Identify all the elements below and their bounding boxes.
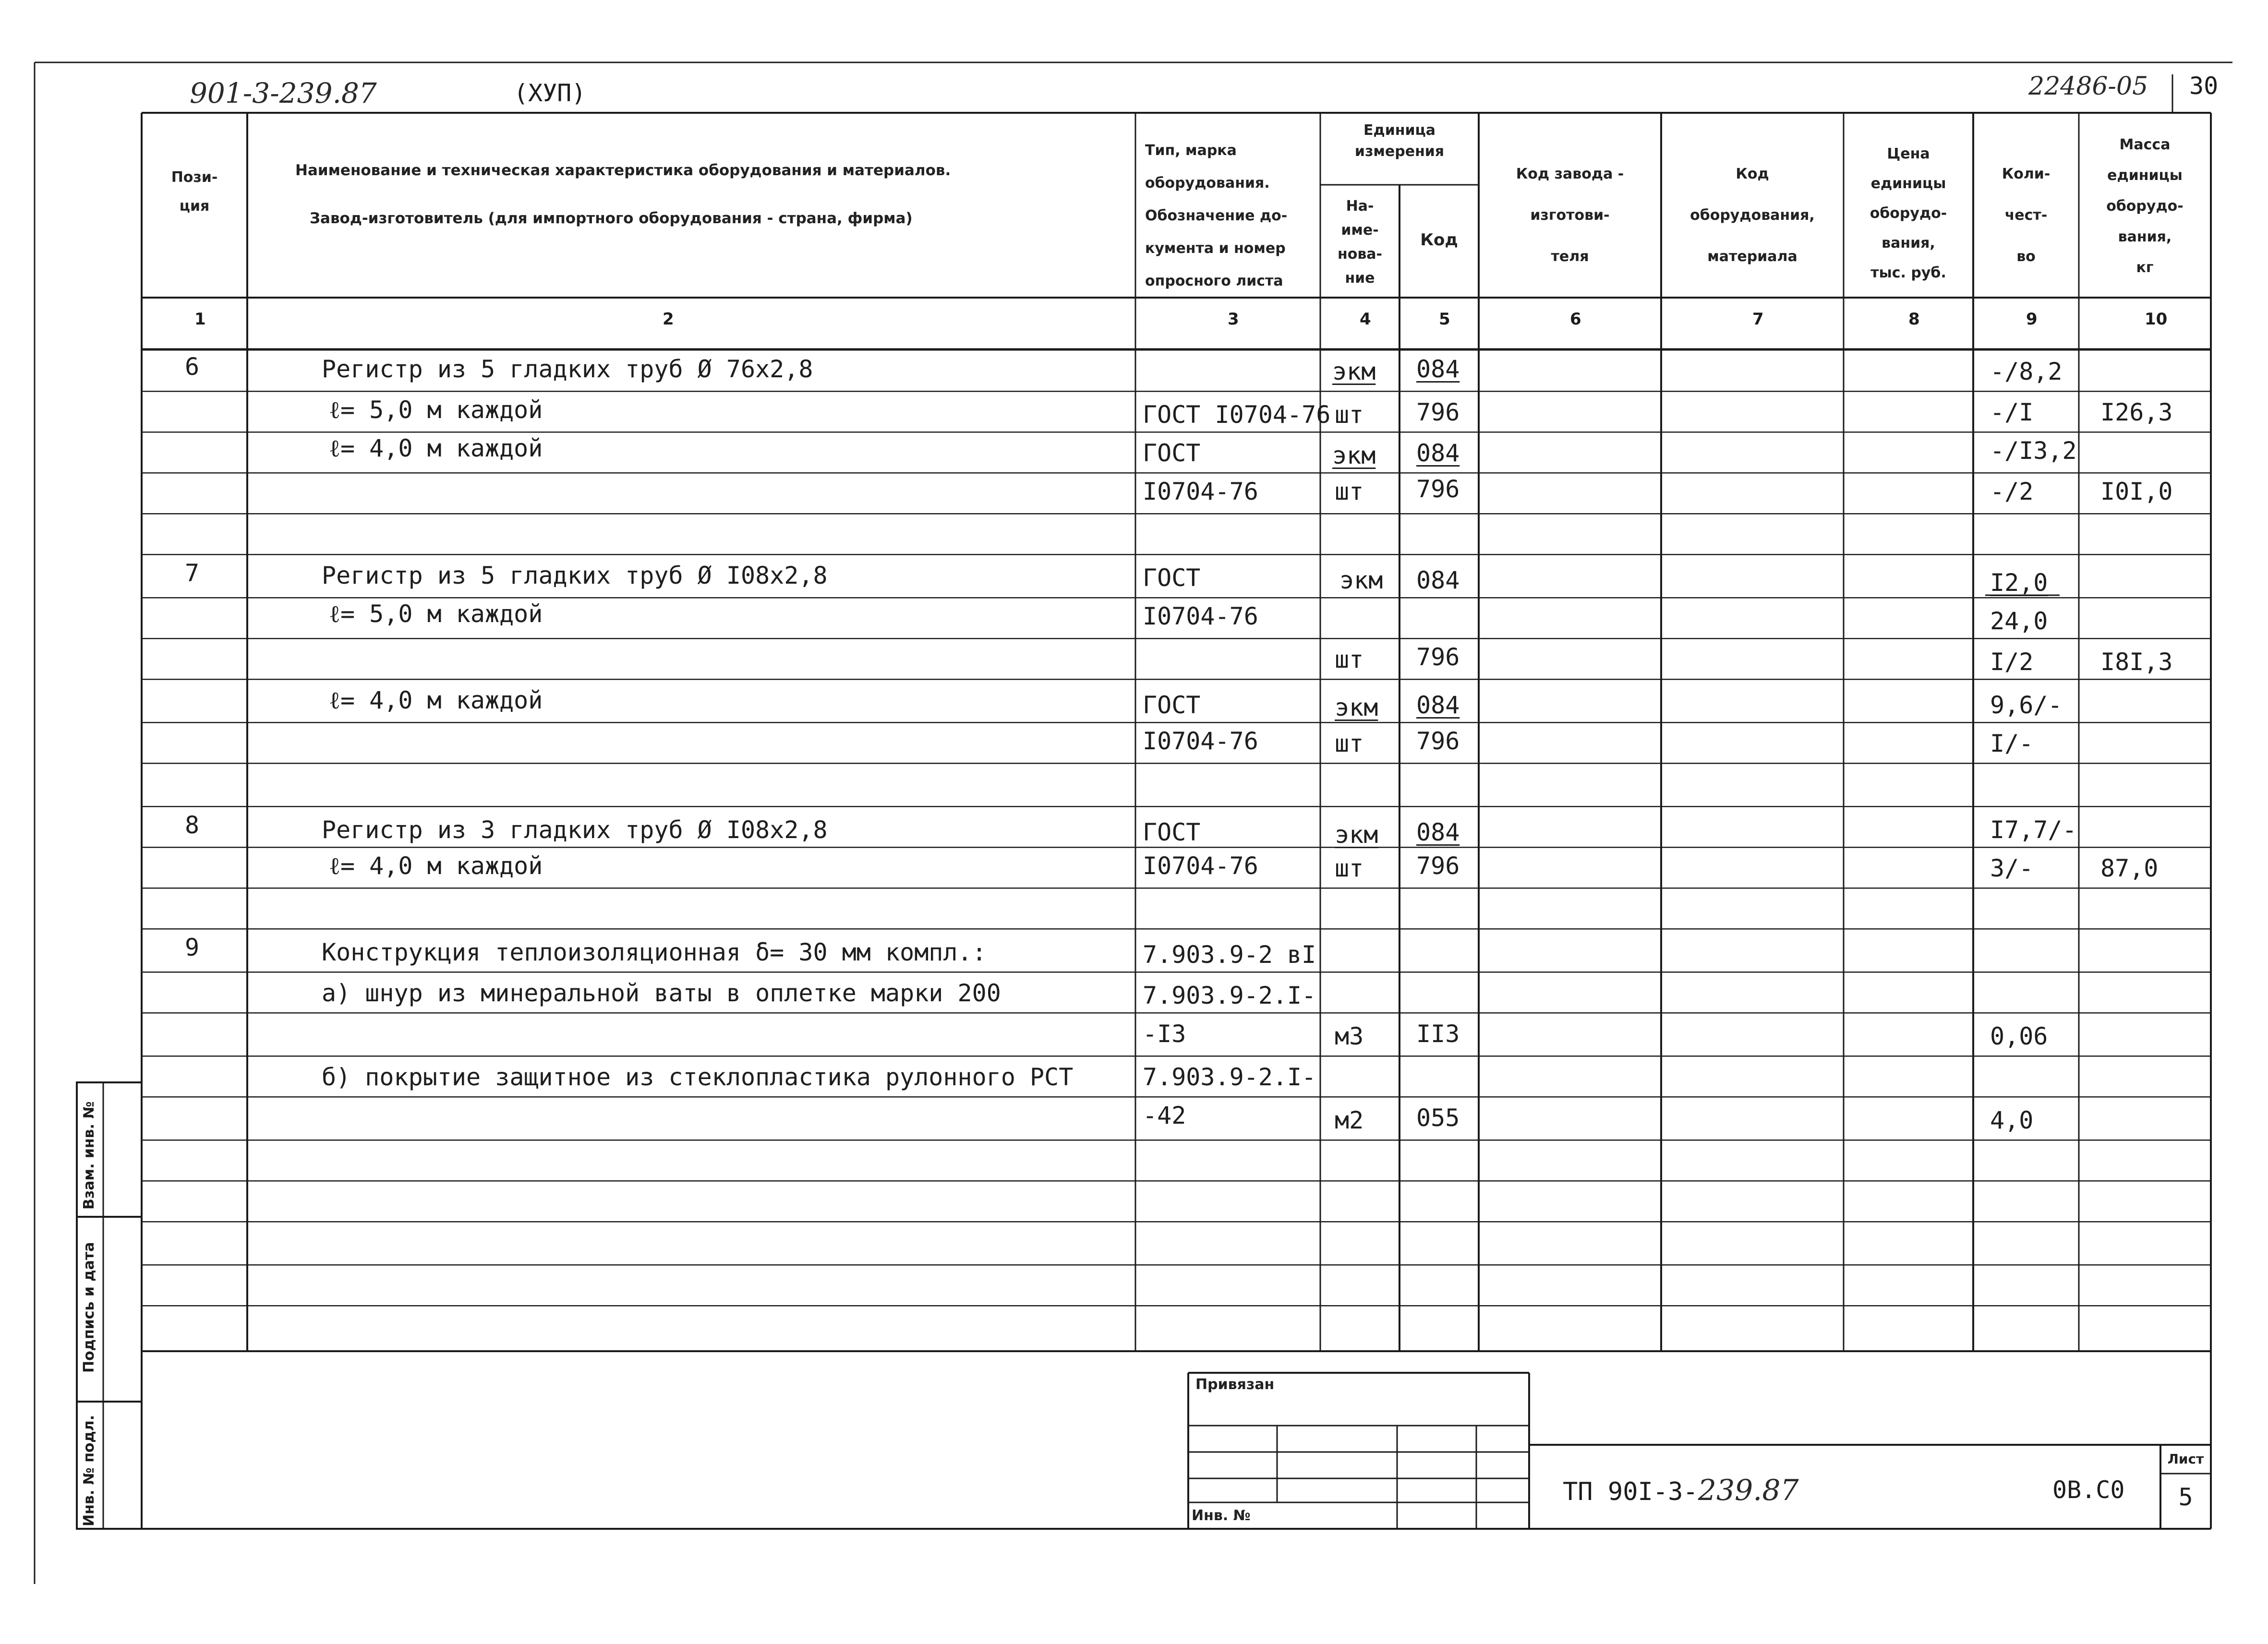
header-name-line2: Завод-изготовитель (для импортного оборудования - страна, фирма) bbox=[310, 210, 913, 227]
stamp-list-label: Лист bbox=[2167, 1451, 2204, 1467]
row-unit: шт bbox=[1335, 478, 1364, 505]
row-code: 084 bbox=[1416, 818, 1460, 846]
page-mark: 30 bbox=[2189, 72, 2219, 100]
row-document: -I3 bbox=[1143, 1020, 1186, 1048]
side-label-inv: Инв. № подл. bbox=[81, 1415, 97, 1526]
row-name: а) шнур из минеральной ваты в оплетке марки 200 bbox=[322, 979, 1001, 1007]
row-name: Регистр из 5 гладких труб Ø 76x2,8 bbox=[322, 355, 813, 383]
row-unit: шт bbox=[1335, 401, 1364, 429]
row-name: б) покрытие защитное из стеклопластика рулонного РСТ bbox=[322, 1063, 1074, 1091]
row-quantity: I2,0 bbox=[1990, 569, 2048, 597]
row-unit: шт bbox=[1335, 730, 1364, 757]
header-factory-code: Код завода - изготови- теля bbox=[1516, 166, 1624, 265]
row-position: 9 bbox=[185, 934, 200, 961]
stamp-tp-handwritten: 239.87 bbox=[1698, 1474, 1799, 1507]
row-name: Регистр из 3 гладких труб Ø I08x2,8 bbox=[322, 816, 828, 844]
stamp-sheet-code: 0В.С0 bbox=[2052, 1476, 2125, 1504]
row-quantity: -/2 bbox=[1990, 478, 2034, 505]
header-quantity: Коли- чест- во bbox=[2002, 166, 2051, 265]
header-name-line1: Наименование и техническая характеристика оборудования и материалов. bbox=[295, 162, 951, 179]
row-document: ГОСТ bbox=[1143, 818, 1201, 846]
row-document: I0704-76 bbox=[1143, 852, 1258, 880]
row-document: 7.903.9-2.I- bbox=[1143, 1063, 1316, 1091]
row-name: ℓ= 5,0 м каждой bbox=[329, 600, 543, 628]
row-code: 084 bbox=[1416, 355, 1460, 383]
row-quantity: 4,0 bbox=[1990, 1106, 2034, 1134]
row-document: 7.903.9-2 вI bbox=[1143, 941, 1316, 969]
row-unit: экм bbox=[1339, 566, 1383, 594]
row-quantity: I/2 bbox=[1990, 648, 2034, 676]
row-unit: экм bbox=[1335, 694, 1378, 721]
row-quantity: -/8,2 bbox=[1990, 358, 2063, 385]
row-quantity: 3/- bbox=[1990, 854, 2034, 882]
row-unit: шт bbox=[1335, 854, 1364, 882]
row-code: 796 bbox=[1416, 398, 1460, 426]
row-name: ℓ= 4,0 м каждой bbox=[329, 852, 543, 880]
row-document: I0704-76 bbox=[1143, 478, 1258, 505]
row-document: ГОСТ bbox=[1143, 439, 1201, 467]
row-code: 084 bbox=[1416, 566, 1460, 594]
row-mass: 87,0 bbox=[2100, 854, 2159, 882]
row-document: I0704-76 bbox=[1143, 602, 1258, 630]
row-document: I0704-76 bbox=[1143, 727, 1258, 755]
row-code: 084 bbox=[1416, 439, 1460, 467]
row-code: 796 bbox=[1416, 727, 1460, 755]
row-name: ℓ= 4,0 м каждой bbox=[329, 686, 543, 714]
row-quantity: I7,7/- bbox=[1990, 816, 2077, 844]
row-unit: м3 bbox=[1335, 1022, 1364, 1050]
row-position: 6 bbox=[185, 353, 200, 381]
row-position: 8 bbox=[185, 811, 200, 839]
row-name: ℓ= 4,0 м каждой bbox=[329, 434, 543, 462]
header-position: Пози- ция bbox=[171, 169, 218, 215]
row-quantity: I/- bbox=[1990, 730, 2034, 757]
row-quantity: 24,0 bbox=[1990, 607, 2048, 635]
stamp-list-number: 5 bbox=[2178, 1483, 2193, 1511]
row-quantity: -/I bbox=[1990, 398, 2034, 426]
row-document: ГОСТ I0704-76 bbox=[1143, 401, 1331, 429]
row-unit: шт bbox=[1335, 646, 1364, 673]
row-mass: I8I,3 bbox=[2100, 648, 2173, 676]
header-unit-group: Единица измерения bbox=[1354, 122, 1445, 160]
row-code: II3 bbox=[1416, 1020, 1460, 1048]
row-name: Регистр из 5 гладких труб Ø I08x2,8 bbox=[322, 562, 828, 589]
row-document: -42 bbox=[1143, 1102, 1186, 1129]
row-document: 7.903.9-2.I- bbox=[1143, 982, 1316, 1009]
stamp-privyazan: Привязан bbox=[1195, 1376, 1275, 1393]
doc-code-handwritten: 901-3-239.87 bbox=[190, 77, 377, 109]
stamp-tp-prefix: ТП 90I-3- bbox=[1563, 1477, 1698, 1506]
row-unit: м2 bbox=[1335, 1106, 1364, 1134]
row-code: 796 bbox=[1416, 852, 1460, 880]
row-position: 7 bbox=[185, 559, 200, 587]
header-price: Цена единицы оборудо- вания, тыс. руб. bbox=[1870, 145, 1947, 281]
stamp-tp-code bbox=[1563, 1474, 1799, 1507]
row-quantity: 0,06 bbox=[1990, 1022, 2048, 1050]
header-unit-code: Код bbox=[1420, 230, 1458, 250]
stamp-inv-no: Инв. № bbox=[1192, 1507, 1251, 1524]
row-mass: I26,3 bbox=[2100, 398, 2173, 426]
row-code: 084 bbox=[1416, 691, 1460, 719]
row-document: ГОСТ bbox=[1143, 564, 1201, 592]
row-mass: I0I,0 bbox=[2100, 478, 2173, 505]
header-unit-name: На- име- нова- ние bbox=[1337, 198, 1383, 287]
row-code: 796 bbox=[1416, 643, 1460, 671]
side-label-vzam: Взам. инв. № bbox=[81, 1101, 97, 1210]
row-code: 796 bbox=[1416, 475, 1460, 503]
row-unit: экм bbox=[1332, 442, 1376, 469]
archive-code: 22486-05 bbox=[2028, 72, 2148, 101]
row-unit: экм bbox=[1332, 358, 1376, 385]
header-mass: Масса единицы оборудо- вания, кг bbox=[2106, 136, 2184, 276]
row-quantity: 9,6/- bbox=[1990, 691, 2063, 719]
row-name: ℓ= 5,0 м каждой bbox=[329, 396, 543, 424]
part-label: (XУП) bbox=[514, 79, 586, 107]
header-equipment-code: Код оборудования, материала bbox=[1690, 166, 1815, 265]
row-quantity: -/I3,2 bbox=[1990, 437, 2077, 465]
row-name: Конструкция теплоизоляционная δ= 30 мм компл.: bbox=[322, 938, 987, 966]
row-document: ГОСТ bbox=[1143, 691, 1201, 719]
row-unit: экм bbox=[1335, 821, 1378, 849]
side-label-signature: Подпись и дата bbox=[81, 1242, 97, 1373]
header-type: Тип, марка оборудования. Обозначение до- кумента и номер опросного листа bbox=[1145, 142, 1288, 289]
row-code: 055 bbox=[1416, 1104, 1460, 1132]
